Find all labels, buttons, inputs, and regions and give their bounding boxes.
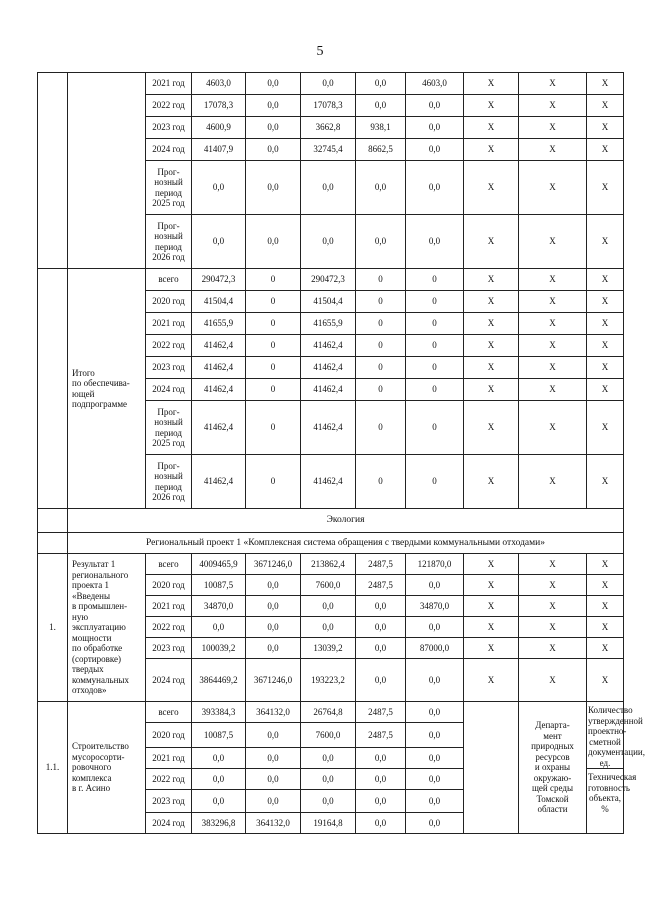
value-cell: 0,0: [406, 813, 464, 834]
period-cell: всего: [146, 269, 192, 291]
value-cell: 41462,4: [192, 357, 246, 379]
value-cell: 41407,9: [192, 139, 246, 161]
table-row: [38, 269, 624, 291]
mark-cell: X: [464, 455, 519, 509]
value-cell: 0,0: [192, 617, 246, 638]
table-row: [38, 554, 624, 575]
value-cell: 41504,4: [301, 291, 356, 313]
value-cell: 364132,0: [246, 702, 301, 723]
value-cell: 0: [246, 335, 301, 357]
mark-cell: X: [464, 617, 519, 638]
value-cell: 290472,3: [192, 269, 246, 291]
value-cell: 34870,0: [406, 596, 464, 617]
value-cell: 4603,0: [406, 73, 464, 95]
period-cell: 2022 год: [146, 95, 192, 117]
value-cell: 100039,2: [192, 638, 246, 659]
mark-cell: X: [587, 291, 624, 313]
mark-cell: X: [519, 554, 587, 575]
value-cell: 0,0: [301, 215, 356, 269]
value-cell: 0: [406, 379, 464, 401]
value-cell: 0,0: [246, 748, 301, 769]
value-cell: 0: [406, 401, 464, 455]
row-number: 1.: [38, 554, 68, 702]
mark-cell: X: [587, 335, 624, 357]
value-cell: 0,0: [192, 790, 246, 813]
row-name: [68, 73, 146, 269]
value-cell: 0,0: [356, 813, 406, 834]
value-cell: 41655,9: [192, 313, 246, 335]
value-cell: 0,0: [356, 215, 406, 269]
value-cell: 41462,4: [301, 357, 356, 379]
value-cell: 41462,4: [192, 401, 246, 455]
value-cell: 0,0: [406, 575, 464, 596]
value-cell: 0,0: [406, 748, 464, 769]
value-cell: 0,0: [301, 596, 356, 617]
value-cell: 7600,0: [301, 723, 356, 748]
mark-cell: X: [519, 335, 587, 357]
mark-cell: X: [519, 638, 587, 659]
value-cell: 0,0: [356, 659, 406, 702]
value-cell: 193223,2: [301, 659, 356, 702]
value-cell: 0: [246, 291, 301, 313]
mark-cell: X: [587, 554, 624, 575]
value-cell: 0: [246, 357, 301, 379]
value-cell: 10087,5: [192, 575, 246, 596]
row-number: [38, 73, 68, 269]
value-cell: 0,0: [356, 161, 406, 215]
period-cell: 2021 год: [146, 596, 192, 617]
value-cell: 0,0: [246, 769, 301, 790]
value-cell: 0: [406, 357, 464, 379]
mark-cell: X: [587, 455, 624, 509]
period-cell: 2021 год: [146, 73, 192, 95]
period-cell: 2022 год: [146, 617, 192, 638]
value-cell: 8662,5: [356, 139, 406, 161]
value-cell: 0: [246, 269, 301, 291]
mark-cell: X: [464, 313, 519, 335]
mark-cell: X: [519, 117, 587, 139]
mark-cell: X: [587, 638, 624, 659]
value-cell: 41462,4: [192, 379, 246, 401]
value-cell: 0,0: [246, 596, 301, 617]
value-cell: 3671246,0: [246, 659, 301, 702]
value-cell: 0,0: [406, 117, 464, 139]
period-cell: 2024 год: [146, 379, 192, 401]
value-cell: 0,0: [301, 748, 356, 769]
value-cell: 0: [356, 313, 406, 335]
value-cell: 290472,3: [301, 269, 356, 291]
value-cell: 0,0: [246, 617, 301, 638]
period-cell: 2024 год: [146, 813, 192, 834]
value-cell: 3662,8: [301, 117, 356, 139]
value-cell: 0,0: [246, 95, 301, 117]
mark-cell: X: [587, 617, 624, 638]
period-cell: 2024 год: [146, 139, 192, 161]
row-name: Результат 1 регионального проекта 1 «Введены в промышлен- ную эксплуатацию мощности по обработке (сортировке) твердых коммунальных отходов»: [68, 554, 146, 702]
mark-cell: X: [464, 335, 519, 357]
value-cell: 121870,0: [406, 554, 464, 575]
mark-cell: X: [587, 357, 624, 379]
value-cell: 10087,5: [192, 723, 246, 748]
mark-cell: X: [464, 659, 519, 702]
mark-cell: X: [464, 401, 519, 455]
mark-cell: X: [519, 313, 587, 335]
period-cell: Прог- нозный период 2025 год: [146, 161, 192, 215]
value-cell: 41655,9: [301, 313, 356, 335]
value-cell: 0: [406, 269, 464, 291]
value-cell: 13039,2: [301, 638, 356, 659]
value-cell: 0: [356, 455, 406, 509]
mark-cell: X: [519, 73, 587, 95]
value-cell: 3864469,2: [192, 659, 246, 702]
value-cell: 0,0: [356, 790, 406, 813]
period-cell: всего: [146, 554, 192, 575]
period-cell: 2020 год: [146, 575, 192, 596]
value-cell: 0: [356, 335, 406, 357]
mark-cell: X: [587, 596, 624, 617]
value-cell: 0: [356, 357, 406, 379]
mark-cell: X: [464, 117, 519, 139]
value-cell: 0,0: [356, 95, 406, 117]
period-cell: 2023 год: [146, 638, 192, 659]
mark-cell: X: [519, 215, 587, 269]
mark-cell: X: [519, 291, 587, 313]
indicator-cell: Техническая готовность объекта, %: [587, 769, 624, 834]
value-cell: 4600,9: [192, 117, 246, 139]
value-cell: 41462,4: [301, 401, 356, 455]
row-number: [38, 269, 68, 509]
mark-cell: X: [464, 215, 519, 269]
value-cell: 0,0: [356, 596, 406, 617]
section-row: [38, 533, 624, 554]
indicator-cell: Количество утвержденной проектно- сметной документации, ед.: [587, 702, 624, 769]
mark-cell: X: [519, 455, 587, 509]
mark-cell: X: [519, 139, 587, 161]
period-cell: 2020 год: [146, 723, 192, 748]
mark-cell: X: [519, 596, 587, 617]
value-cell: 0,0: [192, 748, 246, 769]
value-cell: 0,0: [246, 638, 301, 659]
value-cell: 2487,5: [356, 702, 406, 723]
table-row: [38, 73, 624, 95]
mark-cell: X: [464, 139, 519, 161]
row-name: Итого по обеспечива- ющей подпрограмме: [68, 269, 146, 509]
mark-cell: X: [587, 575, 624, 596]
mark-cell: X: [519, 575, 587, 596]
value-cell: 213862,4: [301, 554, 356, 575]
value-cell: 0,0: [246, 215, 301, 269]
section-title: Региональный проект 1 «Комплексная система обращения с твердыми коммунальными отходами»: [68, 533, 624, 554]
period-cell: 2022 год: [146, 335, 192, 357]
mark-cell: X: [519, 401, 587, 455]
value-cell: 0,0: [406, 161, 464, 215]
section-title: Экология: [68, 509, 624, 533]
value-cell: 3671246,0: [246, 554, 301, 575]
page-number: 5: [316, 44, 324, 59]
value-cell: 0,0: [406, 702, 464, 723]
mark-cell: X: [464, 379, 519, 401]
value-cell: 0: [246, 379, 301, 401]
mark-cell: X: [464, 575, 519, 596]
value-cell: 0,0: [301, 161, 356, 215]
mark-cell: X: [587, 401, 624, 455]
value-cell: 0,0: [246, 161, 301, 215]
mark-cell: X: [519, 95, 587, 117]
value-cell: 0,0: [246, 575, 301, 596]
value-cell: 0,0: [246, 117, 301, 139]
mark-cell: X: [464, 73, 519, 95]
period-cell: 2021 год: [146, 313, 192, 335]
value-cell: 364132,0: [246, 813, 301, 834]
spacer-cell: [464, 702, 519, 834]
value-cell: 4009465,9: [192, 554, 246, 575]
value-cell: 34870,0: [192, 596, 246, 617]
mark-cell: X: [519, 161, 587, 215]
value-cell: 32745,4: [301, 139, 356, 161]
budget-table: [37, 72, 645, 834]
value-cell: 0: [406, 335, 464, 357]
value-cell: 0,0: [246, 723, 301, 748]
value-cell: 0,0: [192, 161, 246, 215]
value-cell: 938,1: [356, 117, 406, 139]
mark-cell: X: [464, 95, 519, 117]
value-cell: 0,0: [356, 769, 406, 790]
period-cell: 2021 год: [146, 748, 192, 769]
value-cell: 0,0: [406, 95, 464, 117]
value-cell: 2487,5: [356, 575, 406, 596]
period-cell: всего: [146, 702, 192, 723]
mark-cell: X: [519, 617, 587, 638]
mark-cell: X: [519, 659, 587, 702]
mark-cell: X: [587, 161, 624, 215]
mark-cell: X: [464, 554, 519, 575]
value-cell: 0,0: [356, 617, 406, 638]
value-cell: 41462,4: [192, 455, 246, 509]
section-row: [38, 509, 624, 533]
value-cell: 0: [356, 269, 406, 291]
value-cell: 0: [246, 313, 301, 335]
value-cell: 41462,4: [192, 335, 246, 357]
value-cell: 0: [246, 455, 301, 509]
period-cell: 2023 год: [146, 117, 192, 139]
value-cell: 0: [406, 455, 464, 509]
period-cell: 2020 год: [146, 291, 192, 313]
value-cell: 0,0: [406, 617, 464, 638]
section-spacer: [38, 509, 68, 533]
period-cell: 2024 год: [146, 659, 192, 702]
value-cell: 393384,3: [192, 702, 246, 723]
period-cell: Прог- нозный период 2026 год: [146, 455, 192, 509]
value-cell: 0,0: [356, 748, 406, 769]
value-cell: 0,0: [406, 723, 464, 748]
value-cell: 0,0: [192, 769, 246, 790]
value-cell: 7600,0: [301, 575, 356, 596]
value-cell: 0: [406, 313, 464, 335]
period-cell: 2023 год: [146, 790, 192, 813]
value-cell: 0,0: [406, 790, 464, 813]
mark-cell: X: [464, 161, 519, 215]
value-cell: 0,0: [246, 73, 301, 95]
value-cell: 383296,8: [192, 813, 246, 834]
value-cell: 0,0: [406, 139, 464, 161]
period-cell: 2022 год: [146, 769, 192, 790]
mark-cell: X: [519, 357, 587, 379]
row-name: Строительство мусоросорти- ровочного комплекса в г. Асино: [68, 702, 146, 834]
value-cell: 0,0: [406, 769, 464, 790]
mark-cell: X: [464, 596, 519, 617]
executor-cell: Департа- мент природных ресурсов и охраны окружаю- щей среды Томской области: [519, 702, 587, 834]
mark-cell: X: [587, 379, 624, 401]
value-cell: 2487,5: [356, 554, 406, 575]
value-cell: 41462,4: [301, 379, 356, 401]
mark-cell: X: [587, 269, 624, 291]
value-cell: 0: [406, 291, 464, 313]
value-cell: 0: [356, 401, 406, 455]
mark-cell: X: [464, 357, 519, 379]
value-cell: 41504,4: [192, 291, 246, 313]
value-cell: 41462,4: [301, 455, 356, 509]
value-cell: 41462,4: [301, 335, 356, 357]
mark-cell: X: [587, 95, 624, 117]
value-cell: 0,0: [301, 790, 356, 813]
mark-cell: X: [587, 117, 624, 139]
mark-cell: X: [519, 269, 587, 291]
value-cell: 0,0: [192, 215, 246, 269]
mark-cell: X: [464, 291, 519, 313]
mark-cell: X: [587, 73, 624, 95]
period-cell: Прог- нозный период 2026 год: [146, 215, 192, 269]
row-number: 1.1.: [38, 702, 68, 834]
value-cell: 0,0: [356, 73, 406, 95]
section-spacer: [38, 533, 68, 554]
period-cell: 2023 год: [146, 357, 192, 379]
value-cell: 2487,5: [356, 723, 406, 748]
mark-cell: X: [587, 313, 624, 335]
mark-cell: X: [587, 659, 624, 702]
period-cell: Прог- нозный период 2025 год: [146, 401, 192, 455]
value-cell: 0: [356, 291, 406, 313]
value-cell: 0,0: [301, 769, 356, 790]
value-cell: 26764,8: [301, 702, 356, 723]
value-cell: 0,0: [406, 659, 464, 702]
value-cell: 0,0: [406, 215, 464, 269]
value-cell: 19164,8: [301, 813, 356, 834]
value-cell: 17078,3: [192, 95, 246, 117]
value-cell: 87000,0: [406, 638, 464, 659]
value-cell: 17078,3: [301, 95, 356, 117]
mark-cell: X: [587, 215, 624, 269]
value-cell: 0,0: [301, 617, 356, 638]
table-row: [38, 702, 624, 723]
value-cell: 0,0: [356, 638, 406, 659]
value-cell: 0: [246, 401, 301, 455]
value-cell: 0,0: [246, 139, 301, 161]
mark-cell: X: [587, 139, 624, 161]
mark-cell: X: [519, 379, 587, 401]
value-cell: 0,0: [246, 790, 301, 813]
value-cell: 4603,0: [192, 73, 246, 95]
value-cell: 0: [356, 379, 406, 401]
value-cell: 0,0: [301, 73, 356, 95]
mark-cell: X: [464, 638, 519, 659]
mark-cell: X: [464, 269, 519, 291]
